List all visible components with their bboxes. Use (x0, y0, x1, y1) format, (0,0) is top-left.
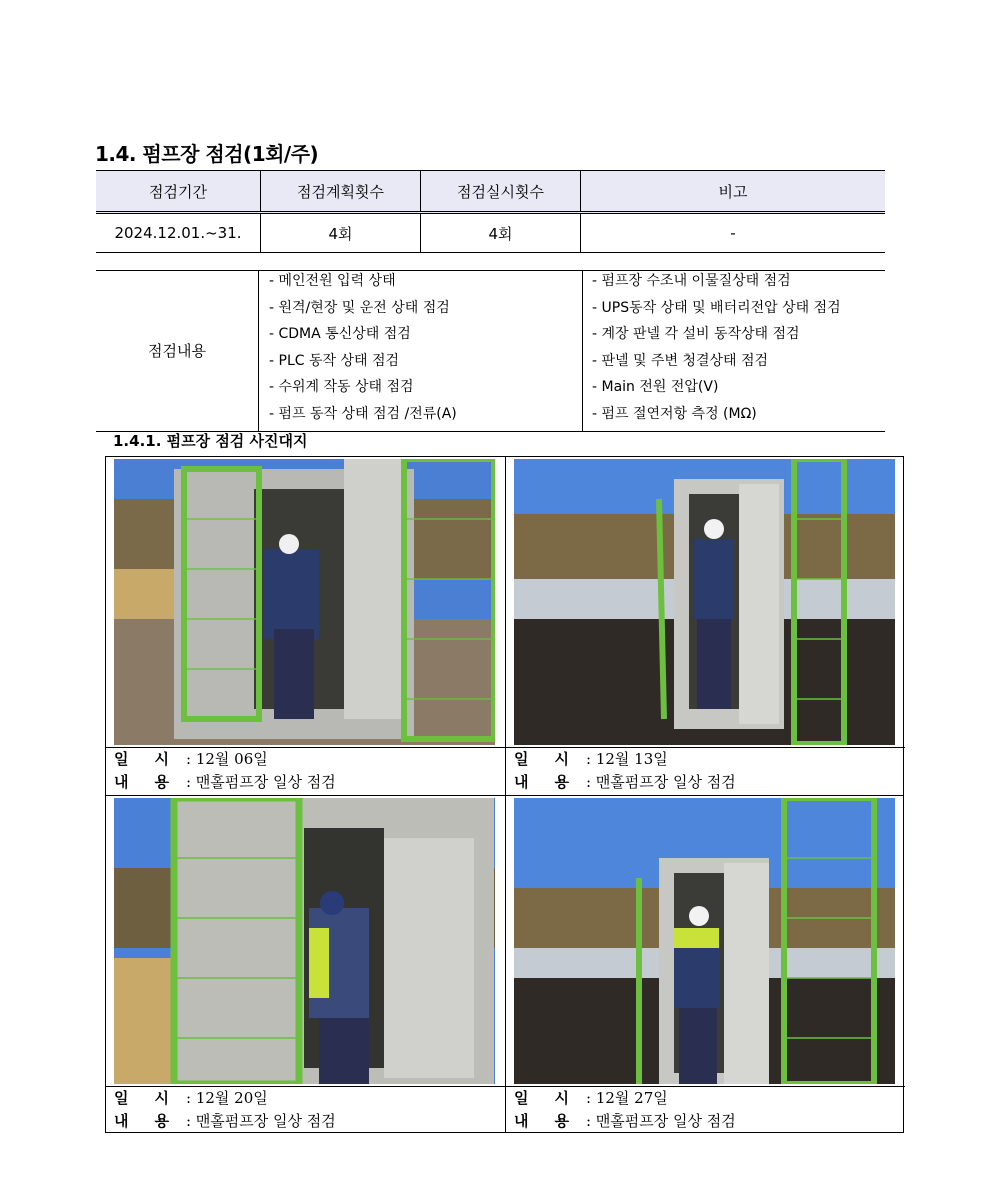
caption-key: 내용 (514, 1112, 595, 1130)
photo-caption (106, 747, 505, 795)
list-item: - 원격/현장 및 운전 상태 점검 (269, 299, 450, 316)
header-planned-count: 점검계획횟수 (261, 171, 421, 213)
caption-key: 일시 (114, 750, 195, 768)
photo-caption (506, 1086, 905, 1134)
photo-cell (506, 457, 905, 795)
cell-period: 2024.12.01.~31. (96, 213, 261, 253)
content-right-list (583, 271, 886, 432)
list-item: - Main 전원 전압(V) (592, 379, 719, 396)
list-item: - CDMA 통신상태 점검 (269, 326, 411, 343)
inspection-photo (114, 798, 495, 1084)
caption-key: 일시 (514, 1089, 595, 1107)
inspection-photo (514, 798, 895, 1084)
caption-date: : 12월 27일 (586, 1089, 668, 1107)
list-item: - 계장 판넬 각 설비 동작상태 점검 (592, 326, 800, 343)
inspection-photo (514, 459, 895, 745)
inspection-summary-table (96, 170, 885, 253)
list-item: - 펌프 동작 상태 점검 /전류(A) (269, 405, 457, 422)
photo-grid (105, 456, 904, 1133)
section-title: 1.4. 펌프장 점검(1회/주) (95, 142, 319, 166)
caption-content: : 맨홀펌프장 일상 점검 (186, 1112, 336, 1130)
photo-cell (506, 796, 905, 1134)
content-left-list (259, 271, 583, 432)
caption-date: : 12월 20일 (186, 1089, 268, 1107)
caption-date: : 12월 06일 (186, 750, 268, 768)
content-label: 점검내용 (96, 271, 259, 432)
list-item: - 판넬 및 주변 청결상태 점검 (592, 352, 769, 369)
header-actual-count: 점검실시횟수 (421, 171, 581, 213)
photo-cell (106, 457, 505, 795)
list-item: - 수위계 작동 상태 점검 (269, 379, 414, 396)
photo-section-title: 1.4.1. 펌프장 점검 사진대지 (113, 432, 308, 450)
cell-planned-count: 4회 (261, 213, 421, 253)
photo-cell (106, 796, 505, 1134)
list-item: - PLC 동작 상태 점검 (269, 352, 400, 369)
caption-key: 내용 (114, 1112, 195, 1130)
list-item: - 펌프장 수조내 이물질상태 점검 (592, 273, 791, 289)
list-item: - 메인전원 입력 상태 (269, 273, 396, 289)
list-item: - UPS동작 상태 및 배터리전압 상태 점검 (592, 299, 841, 316)
photo-caption (106, 1086, 505, 1134)
cell-remarks: - (581, 213, 886, 253)
inspection-photo (114, 459, 495, 745)
caption-key: 내용 (114, 773, 195, 791)
header-remarks: 비고 (581, 171, 886, 213)
photo-caption (506, 747, 905, 795)
caption-key: 일시 (514, 750, 595, 768)
list-item: - 펌프 절연저항 측정 (MΩ) (592, 405, 757, 422)
caption-key: 일시 (114, 1089, 195, 1107)
caption-content: : 맨홀펌프장 일상 점검 (186, 773, 336, 791)
caption-content: : 맨홀펌프장 일상 점검 (586, 773, 736, 791)
cell-actual-count: 4회 (421, 213, 581, 253)
caption-key: 내용 (514, 773, 595, 791)
caption-date: : 12월 13일 (586, 750, 668, 768)
header-period: 점검기간 (96, 171, 261, 213)
inspection-content-table (96, 270, 885, 432)
caption-content: : 맨홀펌프장 일상 점검 (586, 1112, 736, 1130)
